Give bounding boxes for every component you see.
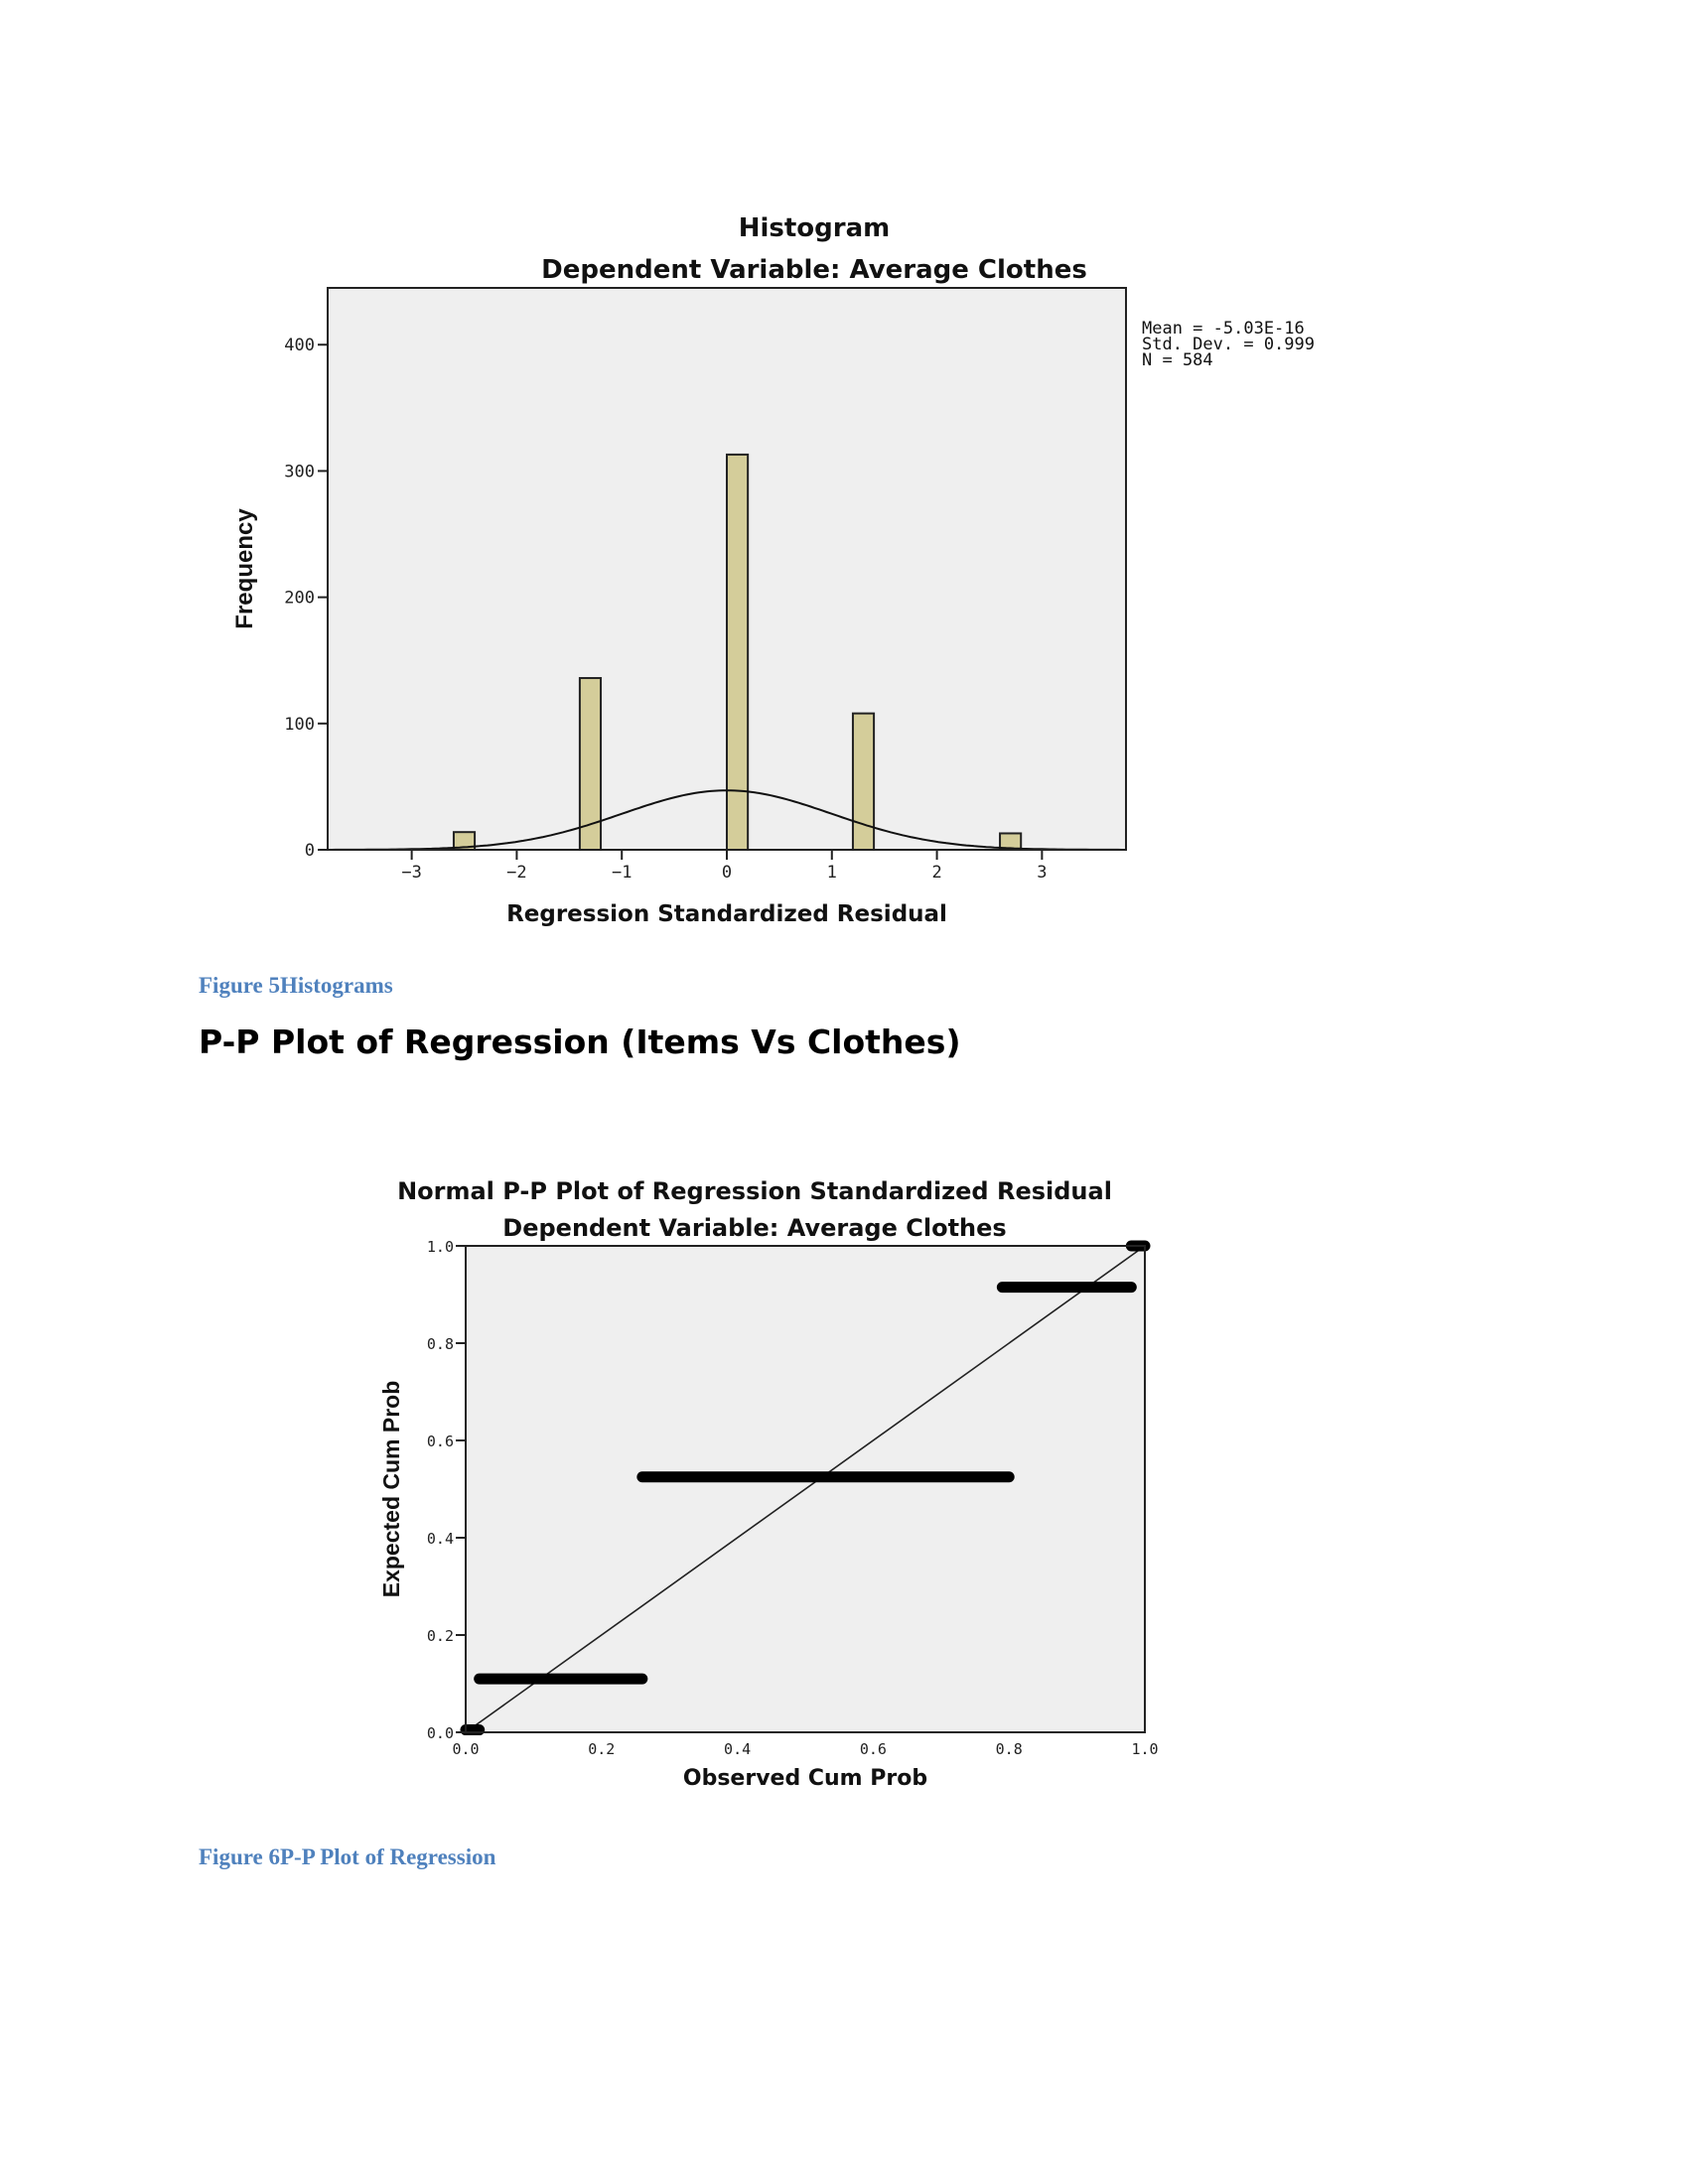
y-tick-label: 400 (284, 336, 315, 356)
figure-5-caption: Figure 5Histograms (199, 973, 393, 998)
x-tick-label: 2 (931, 863, 942, 883)
y-tick-label: 100 (284, 714, 315, 735)
x-tick-label: 3 (1037, 863, 1048, 883)
chart-subtitle: Dependent Variable: Average Clothes (502, 1214, 1007, 1242)
chart-subtitle: Dependent Variable: Average Clothes (541, 255, 1087, 285)
y-tick-label: 0 (304, 841, 315, 861)
x-tick-label: 0 (721, 863, 733, 883)
chart-title: Normal P-P Plot of Regression Standardized Residual (397, 1177, 1112, 1205)
x-axis-label: Observed Cum Prob (682, 1766, 928, 1791)
y-tick-label: 300 (284, 462, 315, 482)
y-tick-label: 200 (284, 588, 315, 609)
x-tick-label: 1 (826, 863, 837, 883)
x-tick-label: 0.6 (859, 1740, 887, 1758)
stats-line: Mean = -5.03E-16 (1142, 319, 1305, 339)
y-axis-label: Expected Cum Prob (378, 1380, 404, 1598)
x-tick-label: 0.8 (995, 1740, 1023, 1758)
section-heading: P-P Plot of Regression (Items Vs Clothes) (199, 1023, 961, 1061)
stats-line: Std. Dev. = 0.999 (1142, 335, 1315, 354)
y-axis-label: Frequency (231, 508, 258, 629)
stats-line: N = 584 (1142, 350, 1213, 370)
figure-6-caption: Figure 6P-P Plot of Regression (199, 1844, 496, 1869)
x-tick-label: −1 (611, 863, 633, 883)
y-tick-label: 0.4 (426, 1530, 454, 1548)
y-tick-label: 0.6 (426, 1433, 454, 1450)
y-tick-label: 0.2 (426, 1627, 454, 1645)
chart-title: Histogram (738, 213, 891, 243)
x-axis-label: Regression Standardized Residual (506, 901, 947, 927)
y-tick-label: 0.8 (426, 1335, 454, 1353)
x-tick-label: 0.0 (452, 1740, 480, 1758)
x-tick-label: 1.0 (1131, 1740, 1159, 1758)
x-tick-label: −2 (506, 863, 527, 883)
x-tick-label: 0.4 (724, 1740, 752, 1758)
x-tick-label: 0.2 (588, 1740, 616, 1758)
y-tick-label: 0.0 (426, 1724, 454, 1742)
y-tick-label: 1.0 (426, 1238, 454, 1256)
x-tick-label: −3 (401, 863, 422, 883)
